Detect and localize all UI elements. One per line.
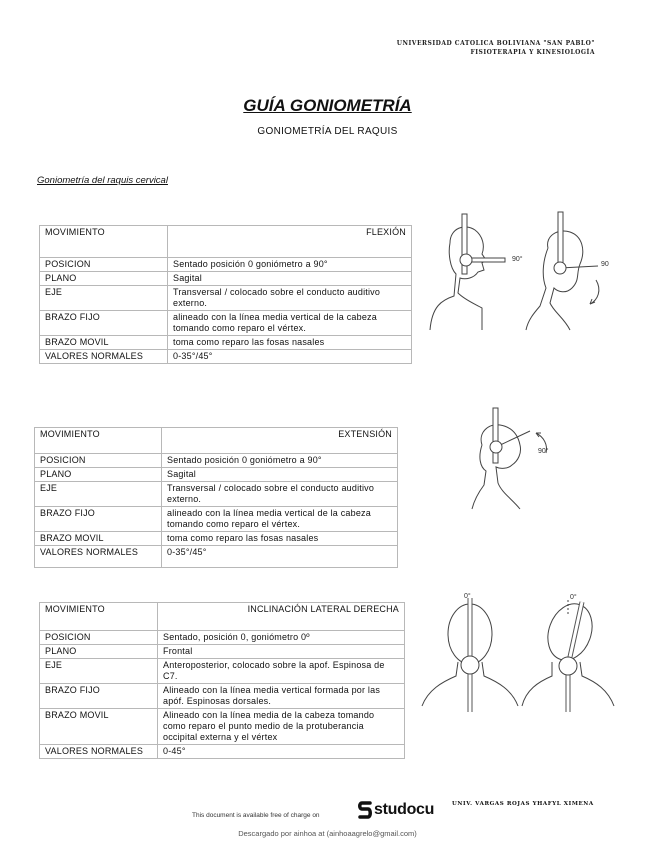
row-label: MOVIMIENTO: [40, 603, 158, 631]
table-row: [35, 482, 398, 507]
table-row: [35, 546, 398, 568]
row-value: 0-35°/45°: [168, 350, 412, 364]
table-row: [40, 659, 405, 684]
lateral-inclination-table: [39, 602, 405, 759]
table-row: [40, 258, 412, 272]
table-row: [35, 428, 398, 454]
row-label: POSICION: [35, 454, 162, 468]
table-row: [35, 454, 398, 468]
table-row: [40, 709, 405, 745]
table-row: [40, 684, 405, 709]
table-row: [35, 507, 398, 532]
row-value: 0-45°: [158, 745, 405, 759]
angle-label: 90°: [538, 448, 549, 455]
table-row: [40, 350, 412, 364]
table-row: [35, 468, 398, 482]
angle-label: 90: [601, 261, 609, 268]
row-label: EJE: [40, 286, 168, 311]
table-row: [40, 631, 405, 645]
row-label: BRAZO FIJO: [40, 684, 158, 709]
table-row: [40, 272, 412, 286]
table-row: [40, 286, 412, 311]
row-value: Sentado, posición 0, goniómetro 0º: [158, 631, 405, 645]
extension-table: [34, 427, 398, 568]
goniometer-fixed-arm: [558, 212, 563, 270]
row-label: BRAZO MOVIL: [40, 336, 168, 350]
angle-label: 0°: [570, 594, 577, 601]
row-label: EJE: [35, 482, 162, 507]
row-value: FLEXIÓN: [168, 226, 412, 258]
row-value: Alineado con la línea media vertical formada por las apóf. Espinosas dorsales.: [158, 684, 405, 709]
page-subtitle: GONIOMETRÍA DEL RAQUIS: [257, 126, 398, 137]
row-value: Alineado con la línea media de la cabeza tomando como reparo el punto medio de la protuberancia occipital externa y el vértex: [158, 709, 405, 745]
download-note: Descargado por ainhoa at (ainhoaagrelo@gmail.com): [238, 829, 417, 838]
row-label: PLANO: [35, 468, 162, 482]
row-label: MOVIMIENTO: [40, 226, 168, 258]
faculty-name: FISIOTERAPIA Y KINESIOLOGÍA: [470, 49, 595, 56]
lateral-inclination-illustration: [420, 590, 620, 715]
row-label: VALORES NORMALES: [40, 350, 168, 364]
studocu-brand: studocu: [374, 801, 435, 818]
university-header: [397, 39, 595, 57]
table-row: [40, 311, 412, 336]
page-title: GUÍA GONIOMETRÍA: [243, 96, 412, 115]
row-value: EXTENSIÓN: [162, 428, 398, 454]
row-label: BRAZO FIJO: [35, 507, 162, 532]
university-name: UNIVERSIDAD CATOLICA BOLIVIANA "SAN PABLO": [396, 40, 595, 47]
table-row: [40, 645, 405, 659]
availability-note: This document is available free of charge on: [192, 812, 320, 819]
table-row: [40, 226, 412, 258]
row-label: POSICION: [40, 631, 158, 645]
row-value: Transversal / colocado sobre el conducto auditivo externo.: [168, 286, 412, 311]
row-label: PLANO: [40, 272, 168, 286]
studocu-s-icon: [358, 801, 372, 819]
row-label: BRAZO MOVIL: [35, 532, 162, 546]
row-value: Frontal: [158, 645, 405, 659]
flexion-table: [39, 225, 412, 364]
row-value: Sagital: [168, 272, 412, 286]
row-label: MOVIMIENTO: [35, 428, 162, 454]
goniometer-fixed-arm: [493, 408, 498, 463]
row-label: VALORES NORMALES: [40, 745, 158, 759]
row-value: Sagital: [162, 468, 398, 482]
angle-label: 90°: [512, 256, 523, 263]
row-value: toma como reparo las fosas nasales: [168, 336, 412, 350]
section-heading: Goniometría del raquis cervical: [37, 175, 168, 186]
row-value: Anteroposterior, colocado sobre la apof. Espinosa de C7.: [158, 659, 405, 684]
flexion-illustration: [420, 208, 620, 333]
row-value: INCLINACIÓN LATERAL DERECHA: [158, 603, 405, 631]
row-value: alineado con la línea media vertical de la cabeza tomando como reparo el vértex.: [168, 311, 412, 336]
flexed-head-outline: [548, 231, 583, 330]
row-value: Transversal / colocado sobre el conducto auditivo externo.: [162, 482, 398, 507]
author-name: UNIV. VARGAS ROJAS YHAFYL XIMENA: [452, 801, 594, 807]
row-label: POSICION: [40, 258, 168, 272]
studocu-logo[interactable]: [358, 801, 434, 819]
table-row: [35, 532, 398, 546]
row-value: 0-35°/45°: [162, 546, 398, 568]
row-value: Sentado posición 0 goniómetro a 90°: [168, 258, 412, 272]
row-value: alineado con la línea media vertical de la cabeza tomando como reparo el vértex.: [162, 507, 398, 532]
extension-illustration: [460, 405, 570, 510]
table-row: [40, 336, 412, 350]
row-value: Sentado posición 0 goniómetro a 90°: [162, 454, 398, 468]
row-label: PLANO: [40, 645, 158, 659]
row-label: BRAZO MOVIL: [40, 709, 158, 745]
row-value: toma como reparo las fosas nasales: [162, 532, 398, 546]
angle-label: 0°: [464, 593, 471, 600]
extended-head-outline: [481, 425, 520, 509]
row-label: BRAZO FIJO: [40, 311, 168, 336]
row-label: EJE: [40, 659, 158, 684]
table-row: [40, 603, 405, 631]
table-row: [40, 745, 405, 759]
row-label: VALORES NORMALES: [35, 546, 162, 568]
